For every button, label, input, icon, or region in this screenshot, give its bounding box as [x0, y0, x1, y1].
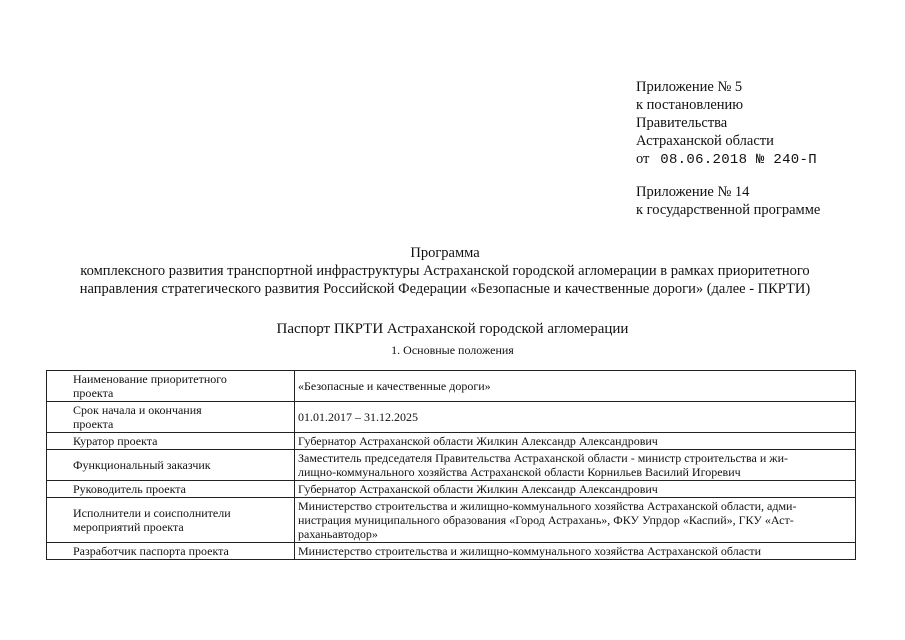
row-value-cell [295, 498, 856, 543]
row-value-cell [295, 543, 856, 560]
row-label-cell [47, 543, 295, 560]
row-value: Министерство строительства и жилищно-коммунального хозяйства Астраханской области, адми- [298, 499, 797, 513]
row-value: лищно-коммунального хозяйства Астраханской области Корнильев Василий Игоревич [298, 465, 741, 479]
passport-table [46, 370, 856, 560]
table-row [47, 450, 856, 481]
row-label: Разработчик паспорта проекта [73, 544, 229, 558]
row-value-cell [295, 402, 856, 433]
row-value: Губернатор Астраханской области Жилкин Александр Александрович [298, 434, 658, 448]
appendix-5-line: Приложение № 5 [636, 79, 743, 95]
appendix-5-line: к постановлению [636, 97, 744, 113]
row-value-cell [295, 433, 856, 450]
resolution-date-number: 08.06.2018 № 240-П [660, 152, 817, 168]
program-title [40, 244, 850, 298]
row-value: Губернатор Астраханской области Жилкин Александр Александрович [298, 482, 658, 496]
row-value-cell [295, 481, 856, 498]
row-label: проекта [73, 386, 114, 400]
row-value: Заместитель председателя Правительства Астраханской области - министр строительства и жи- [298, 451, 788, 465]
appendix-5-line: Правительства [636, 115, 728, 131]
table-row [47, 481, 856, 498]
row-label: проекта [73, 417, 114, 431]
appendix-5-line: Астраханской области [636, 133, 774, 149]
program-title-line: комплексного развития транспортной инфраструктуры Астраханской городской агломерации в рамках приоритетного [80, 263, 810, 279]
row-label: Наименование приоритетного [73, 372, 227, 386]
table-row [47, 543, 856, 560]
row-label-cell [47, 433, 295, 450]
date-prefix: от [636, 151, 650, 167]
passport-title: Паспорт ПКРТИ Астраханской городской агломерации [276, 321, 629, 337]
row-label: Срок начала и окончания [73, 403, 202, 417]
appendix-14-line: Приложение № 14 [636, 184, 750, 200]
row-label-cell [47, 481, 295, 498]
row-value: «Безопасные и качественные дороги» [298, 379, 491, 393]
row-label-cell [47, 450, 295, 481]
section-title: 1. Основные положения [391, 343, 514, 357]
program-title-line: направления стратегического развития Российской Федерации «Безопасные и качественные дороги» (далее - ПКРТИ) [79, 281, 811, 297]
row-label: Руководитель проекта [73, 482, 186, 496]
row-label: мероприятий проекта [73, 520, 184, 534]
row-value-cell [295, 450, 856, 481]
row-value: Министерство строительства и жилищно-коммунального хозяйства Астраханской области [298, 544, 762, 558]
table-row [47, 433, 856, 450]
row-label-cell [47, 498, 295, 543]
appendix-5-date-line [636, 150, 817, 169]
row-label: Исполнители и соисполнители [73, 506, 231, 520]
row-label-cell [47, 371, 295, 402]
table-row [47, 371, 856, 402]
row-label: Функциональный заказчик [73, 458, 211, 472]
table-row [47, 498, 856, 543]
row-value-cell [295, 371, 856, 402]
appendix-14-header [636, 183, 820, 219]
table-row [47, 402, 856, 433]
row-label-cell [47, 402, 295, 433]
row-value: раханьавтодор» [298, 527, 378, 541]
program-title-line: Программа [410, 245, 480, 261]
row-value: 01.01.2017 – 31.12.2025 [298, 410, 418, 424]
row-value: нистрация муниципального образования «Город Астрахань», ФКУ Упрдор «Каспий», ГКУ «Аст- [298, 513, 794, 527]
appendix-14-line: к государственной программе [636, 202, 821, 218]
appendix-5-header [636, 78, 817, 169]
row-label: Куратор проекта [73, 434, 158, 448]
